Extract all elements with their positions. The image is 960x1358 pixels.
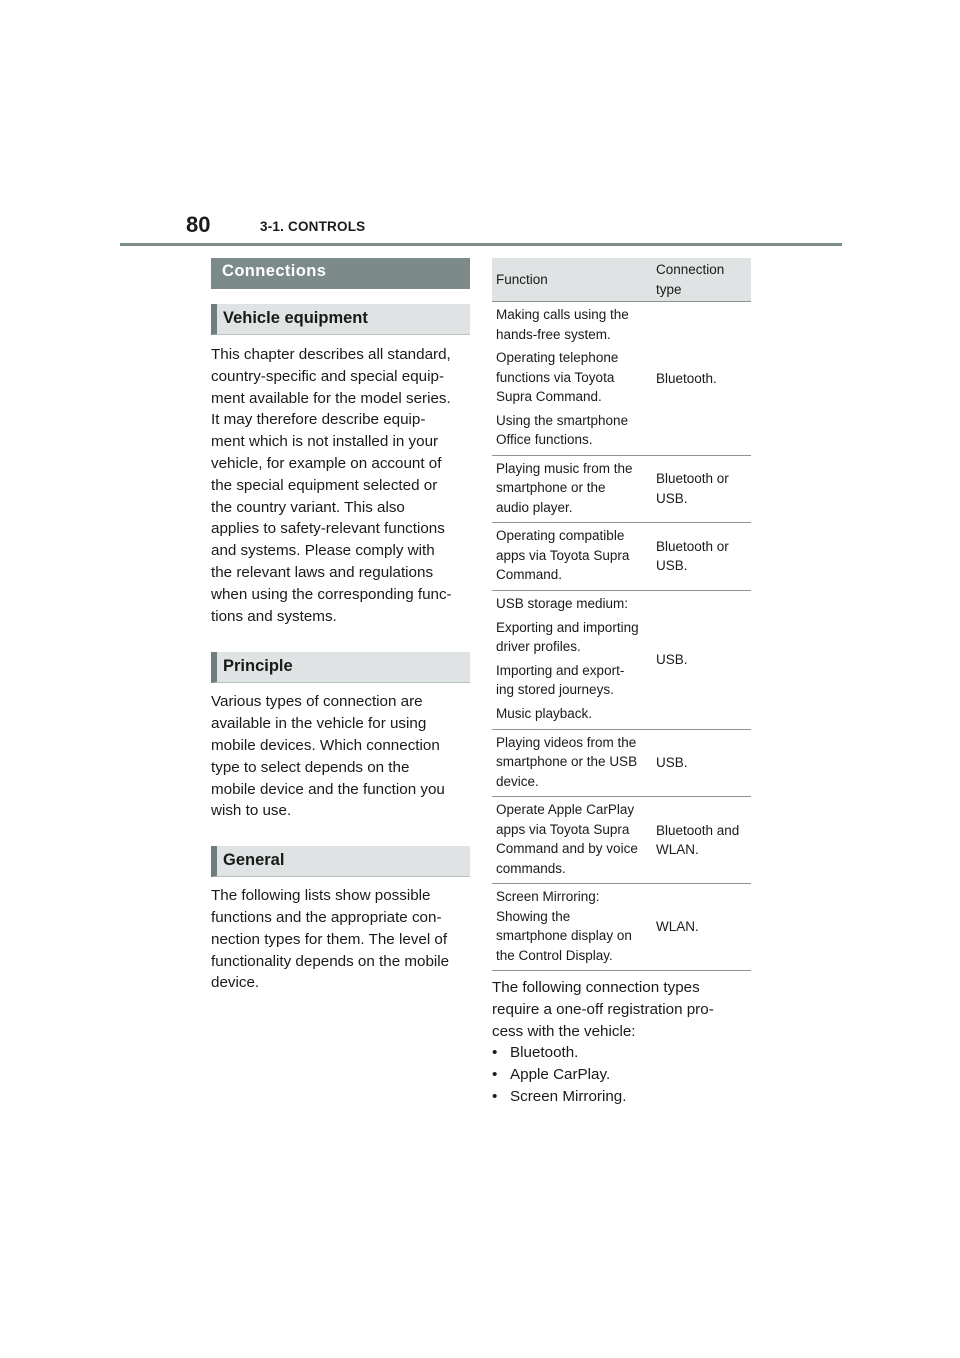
table-row xyxy=(492,797,751,884)
function-cell: Operate Apple CarPlay apps via Toyota Supra Command and by voice commands. xyxy=(492,797,652,884)
connection-cell: Bluetooth and WLAN. xyxy=(652,797,751,884)
left-column xyxy=(211,258,470,994)
table-row xyxy=(492,455,751,523)
connections-table xyxy=(492,258,751,971)
connection-cell: Bluetooth or USB. xyxy=(652,523,751,591)
principle-text: Various types of connection are available in the vehicle for using mobile devices. Which connection type to select depends on the mobile device and the function you wish to use. xyxy=(211,693,445,820)
connection-cell: USB. xyxy=(652,729,751,797)
connection-cell: WLAN. xyxy=(652,884,751,971)
table-header-row xyxy=(492,258,751,302)
list-item: • Screen Mirroring. xyxy=(492,1086,751,1108)
function-cell: Playing videos from the smartphone or the USB device. xyxy=(492,729,652,797)
heading-connections: Connections xyxy=(211,258,470,289)
heading-general: General xyxy=(211,846,470,877)
function-cell: Making calls using the hands-free system. Operating telephone functions via Toyota Supra Command. Using the smartphone Office functions. xyxy=(492,302,652,456)
heading-principle: Principle xyxy=(211,652,470,683)
page-number: 80 xyxy=(186,212,211,237)
header-function: Function xyxy=(492,258,652,302)
registration-list xyxy=(492,1042,751,1107)
header-connection-type: Connection type xyxy=(652,258,751,302)
table-row xyxy=(492,884,751,971)
general-text: The following lists show possible functions and the appropriate con- nection types for them. The level of functionality depends on the mobile device. xyxy=(211,887,450,992)
heading-vehicle-equipment: Vehicle equipment xyxy=(211,304,470,335)
right-column xyxy=(492,258,751,1108)
function-cell: Playing music from the smartphone or the audio player. xyxy=(492,455,652,523)
registration-text: The following connection types require a one-off registration pro- cess with the vehicle: xyxy=(492,979,714,1040)
table-row xyxy=(492,590,751,729)
table-row xyxy=(492,302,751,456)
function-cell: Operating compatible apps via Toyota Supra Command. xyxy=(492,523,652,591)
header-divider xyxy=(120,243,842,246)
function-cell: USB storage medium: Exporting and importing driver profiles. Importing and export- ing stored journeys. Music playback. xyxy=(492,590,652,729)
list-item: • Apple CarPlay. xyxy=(492,1064,751,1086)
vehicle-equipment-text: This chapter describes all standard, country-specific and special equip- ment available for the model series. It may therefore describe equip- ment which is not installed in your vehicle, for example on account of the special equipment selected or the country variant. This also applies to safety-relevant functions and systems. Please comply with the relevant laws and regulations when using the corresponding func- tions and systems. xyxy=(211,346,452,625)
table-row xyxy=(492,729,751,797)
chapter-label: 3-1. CONTROLS xyxy=(260,219,366,234)
connection-cell: USB. xyxy=(652,590,751,729)
connection-cell: Bluetooth. xyxy=(652,302,751,456)
function-cell: Screen Mirroring: Showing the smartphone display on the Control Display. xyxy=(492,884,652,971)
connection-cell: Bluetooth or USB. xyxy=(652,455,751,523)
list-item: • Bluetooth. xyxy=(492,1042,751,1064)
table-row xyxy=(492,523,751,591)
